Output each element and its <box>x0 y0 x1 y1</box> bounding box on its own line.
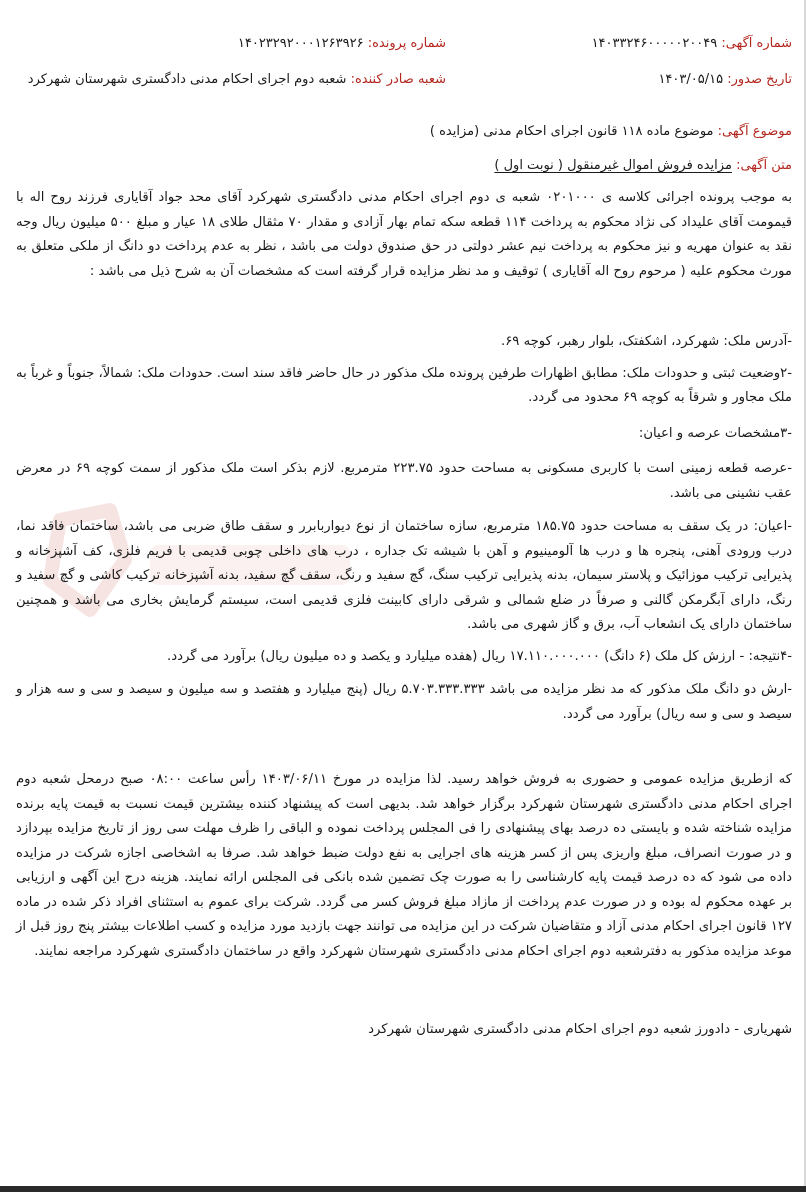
branch-row <box>28 71 446 89</box>
ad-number-value: ۱۴۰۳۳۲۴۶۰۰۰۰۰۲۰۰۴۹ <box>591 36 718 51</box>
text-label: متن آگهی: <box>736 158 792 173</box>
subject-row <box>430 123 792 141</box>
issue-date-value: ۱۴۰۳/۰۵/۱۵ <box>658 72 724 87</box>
case-number-row <box>238 35 446 53</box>
branch-value: شعبه دوم اجرای احکام مدنی دادگستری شهرستان شهرکرد <box>27 72 347 87</box>
text-title-row <box>494 157 792 175</box>
branch-label: شعبه صادر کننده: <box>350 72 446 87</box>
signature-line: شهریاری - دادورز شعبه دوم اجرای احکام مدنی دادگستری شهرستان شهرکرد <box>368 1022 792 1037</box>
intro-paragraph: به موجب پرونده اجرائی کلاسه ی ۰۲۰۱۰۰۰ شعبه ی دوم اجرای احکام مدنی دادگستری شهرکرد آقای محد جواد آقایاری فرزند روح اله با قیمومت آقای علیداد کی نژاد محکوم به پرداخت ۱۱۴ قطعه سکه تمام بهار آزادی و مقدار ۷۰ مثقال طلای ۱۸ عیار و مبلغ ۵۰۰ میلیون ریال وجه نقد به عنوان مهریه و نیز محکوم به پرداخت نیم عشر دولتی در حق صندوق دولت می باشد ، نظر به عدم پرداخت دو دانگ از ملکی متعلق به مورث محکوم علیه ( مرحوم روح اله آقایاری ) توقیف و مد نظر مزایده قرار گرفته است که مشخصات آن به شرح ذیل می باشد : <box>16 190 792 279</box>
case-number-label: شماره پرونده: <box>367 36 446 51</box>
text-title: مزایده فروش اموال غیرمنقول ( نوبت اول ) <box>494 158 732 173</box>
subject-label: موضوع آگهی: <box>717 124 792 139</box>
ad-number-row <box>592 35 792 53</box>
subject-value: موضوع ماده ۱۱۸ قانون اجرای احکام مدنی (مزایده ) <box>429 124 714 139</box>
ad-number-label: شماره آگهی: <box>721 36 792 51</box>
body-text <box>16 186 792 284</box>
address-paragraph: -آدرس ملک: شهرکرد، اشکفتک، بلوار رهبر، کوچه ۶۹. <box>501 334 792 349</box>
details-block <box>16 330 792 727</box>
result-paragraph: -۴نتیجه: - ارزش کل ملک (۶ دانگ) ۱۷.۱۱۰.۰۰۰.۰۰۰ ریال (هفده میلیارد و یکصد و ده میلیون ریال) برآورد می گردد. <box>167 648 792 664</box>
auction-terms-block <box>16 768 792 964</box>
registry-paragraph: -۲وضعیت ثبتی و حدودات ملک: مطابق اظهارات طرفین پرونده ملک مذکور در حال حاضر فاقد سند است. حدودات ملک: شمالاً، جنوباً و غرباً به ملک مجاور و شرقاً به کوچه ۶۹ محدود می گردد. <box>16 365 792 405</box>
issue-date-label: تاریخ صدور: <box>727 72 792 87</box>
issue-date-row <box>658 71 792 89</box>
bottom-rule <box>0 1186 806 1192</box>
land-paragraph: -عرصه قطعه زمینی است با کاربری مسکونی به مساحت حدود ۲۲۳.۷۵ مترمربع. لازم بذکر است ملک مذکور از سمت کوچه ۶۹ در معرض عقب نشینی می باشد. <box>16 461 792 501</box>
auction-terms-paragraph: که ازطریق مزایده عمومی و حضوری به فروش خواهد رسید. لذا مزایده در مورخ ۱۴۰۳/۰۶/۱۱ رأس ساعت ۰۸:۰۰ صبح درمحل شعبه دوم اجرای احکام مدنی دادگستری شهرستان شهرکرد برگزار خواهد شد. بدیهی است که پیشنهاد کننده بیشترین قیمت نسبت به قیمت پایه برنده مزایده شناخته شده و بایستی ده درصد بهای پیشنهادی را فی المجلس پرداخت نموده و الباقی را ظرف مهلت سی روز از تاریخ مزایده بپردازد و در صورت انصراف، مبلغ واریزی پس از کسر هزینه های اجرایی به نفع دولت ضبط خواهد شد. صرفا به اشخاصی اجازه شرکت در مزایده داده می شود که ده درصد قیمت پایه کارشناسی را به صورت چک تضمین شده بانکی فی المجلس ارائه نمایند. هزینه درج این آگهی و ارزیابی بر عهده محکوم له بوده و در صورت عدم پرداخت از مازاد مبلغ فروش کسر می گردد. شرکت برای عموم به استثنای افراد ذکر شده در ماده ۱۲۷ قانون اجرای احکام مدنی آزاد و متقاضیان شرکت در این مزایده می توانند جهت بازدید مورد مزایده و کسب اطلاعات بیشتر پنج روز قبل از موعد مزایده مذکور به دفترشعبه دوم اجرای احکام مدنی دادگستری شهرستان شهرکرد واقع در ساختمان دادگستری شهرکرد مراجعه نمایند. <box>16 772 793 959</box>
two-dang-paragraph: -ارش دو دانگ ملک مذکور که مد نظر مزایده می باشد ۵.۷۰۳.۳۳۳.۳۳۳ ریال (پنج میلیارد و هفتصد و سه میلیون و سیصد و سی و سه هزار و سیصد و سی و سه ریال) برآورد می گردد. <box>16 682 792 722</box>
building-paragraph: -اعیان: در یک سقف به مساحت حدود ۱۸۵.۷۵ مترمربع، سازه ساختمان از نوع دیواربابرر و سقف طاق ضربی می باشد، ساختمان فاقد نما، درب ورودی آهنی، پنجره ها و درب ها آلومینیوم و آهن با شیشه تک جداره ، درب های داخلی چوبی قدیمی با فریم فلزی، کف آشپزخانه و پذیرایی ترکیب موزائیک و پلاستر سیمان، بدنه پذیرایی ترکیب سنگ، گچ سفید و رنگ، سقف گچ سفید، بدنه آشپزخانه ترکیب کاشی و گچ سفید و رنگ، دارای آبگرمکن گالنی و صرفاً در ضلع شمالی و شرقی دارای کابینت فلزی قدیمی است، سیستم گرمایش بخاری می باشد و همچنین ساختمان دارای یک انشعاب آب، برق و گاز شهری می باشد. <box>16 519 792 632</box>
case-number-value: ۱۴۰۲۳۲۹۲۰۰۰۱۲۶۳۹۲۶ <box>237 36 364 51</box>
specs-title: -۳مشخصات عرصه و اعیان: <box>638 425 792 441</box>
